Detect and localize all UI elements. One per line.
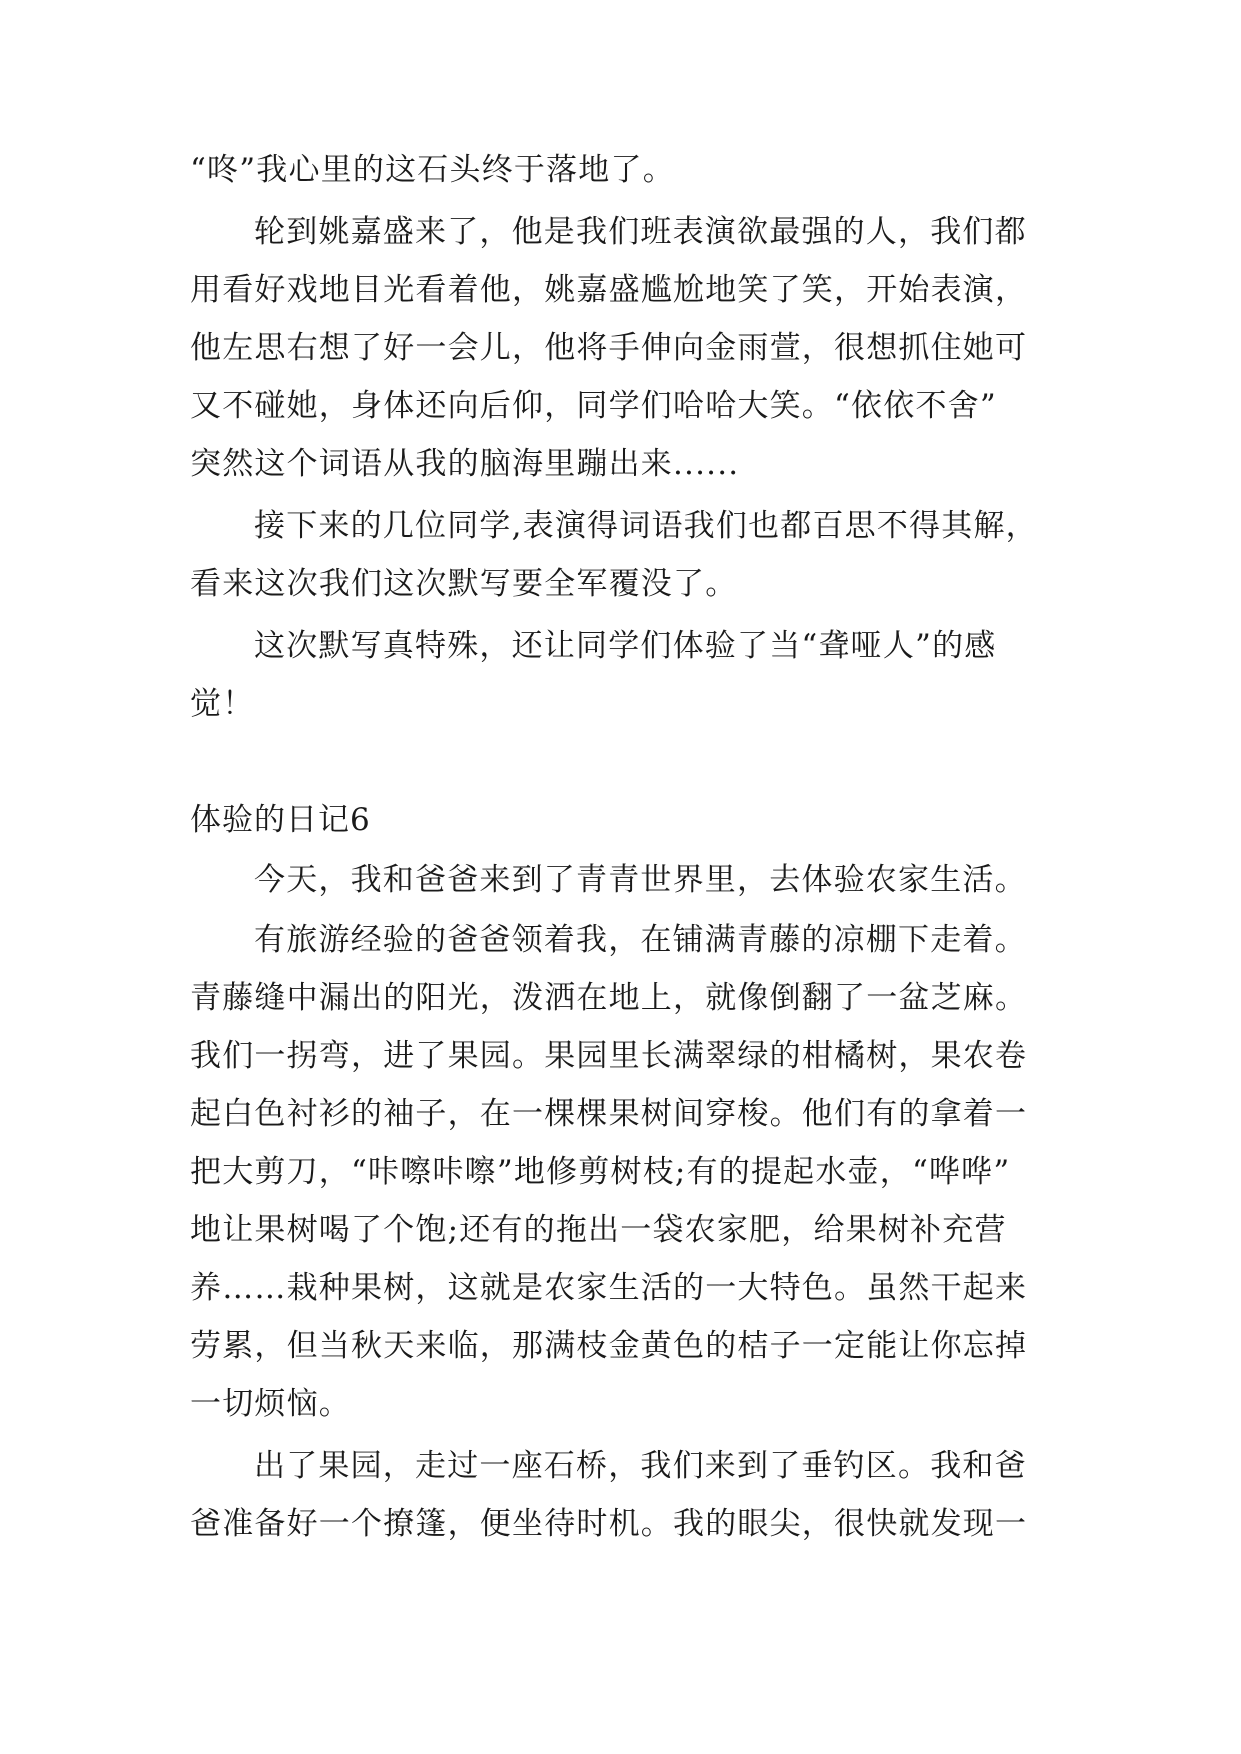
paragraph-line: 有旅游经验的爸爸领着我，在铺满青藤的凉棚下走着。: [254, 922, 1027, 958]
paragraph-line: “咚”我心里的这石头终于落地了。: [190, 152, 675, 188]
paragraph-line: 他左思右想了好一会儿，他将手伸向金雨萱，很想抓住她可: [190, 330, 1028, 366]
paragraph-line: 又不碰她，身体还向后仰，同学们哈哈大笑。“依依不舍”: [190, 388, 997, 424]
paragraph-line: 接下来的几位同学,表演得词语我们也都百思不得其解，: [254, 508, 1038, 544]
paragraph-line: 用看好戏地目光看着他，姚嘉盛尴尬地笑了笑，开始表演，: [190, 272, 1028, 308]
paragraph-line: 养……栽种果树，这就是农家生活的一大特色。虽然干起来: [190, 1270, 1028, 1306]
paragraph-line: 地让果树喝了个饱;还有的拖出一袋农家肥，给果树补充营: [190, 1212, 1007, 1248]
paragraph-line: 轮到姚嘉盛来了，他是我们班表演欲最强的人，我们都: [254, 214, 1027, 250]
paragraph-line: 我们一拐弯，进了果园。果园里长满翠绿的柑橘树，果农卷: [190, 1038, 1028, 1074]
paragraph-line: 出了果园，走过一座石桥，我们来到了垂钓区。我和爸: [254, 1448, 1027, 1484]
paragraph-line: 这次默写真特殊，还让同学们体验了当“聋哑人”的感: [254, 628, 997, 664]
paragraph-line: 起白色衬衫的袖子，在一棵棵果树间穿梭。他们有的拿着一: [190, 1096, 1028, 1132]
paragraph-line: 觉！: [190, 686, 255, 722]
section-heading: 体验的日记6: [190, 802, 371, 838]
paragraph-line: 劳累，但当秋天来临，那满枝金黄色的桔子一定能让你忘掉: [190, 1328, 1028, 1364]
paragraph-line: 今天，我和爸爸来到了青青世界里，去体验农家生活。: [254, 862, 1027, 898]
paragraph-line: 青藤缝中漏出的阳光，泼洒在地上，就像倒翻了一盆芝麻。: [190, 980, 1028, 1016]
paragraph-line: 突然这个词语从我的脑海里蹦出来......: [190, 446, 740, 482]
paragraph-line: 看来这次我们这次默写要全军覆没了。: [190, 566, 738, 602]
paragraph-line: 一切烦恼。: [190, 1386, 351, 1422]
paragraph-line: 爸准备好一个撩篷，便坐待时机。我的眼尖，很快就发现一: [190, 1506, 1028, 1542]
paragraph-line: 把大剪刀，“咔嚓咔嚓”地修剪树枝;有的提起水壶，“哗哗”: [190, 1154, 1011, 1190]
